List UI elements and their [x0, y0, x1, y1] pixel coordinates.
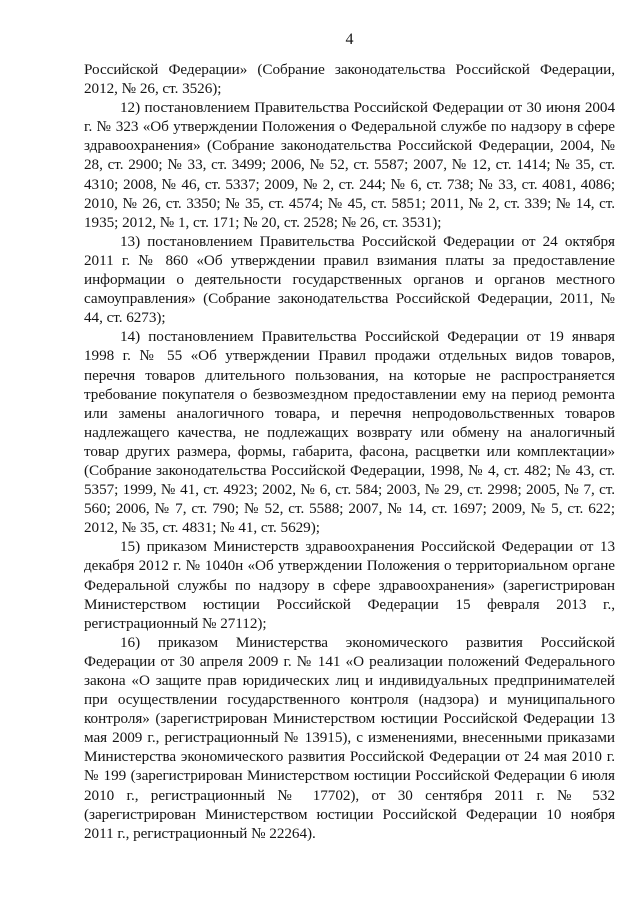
paragraph-item-15: 15) приказом Министерств здравоохранения Российской Федерации от 13 декабря 2012 г. № 1040н «Об утверждении Положения о территориальном органе Федеральной службы по надзору в сфере здравоохранения» (зарегистрирован Министерством юстиции Российской Федерации 15 февраля 2013 г., регистрационный № 27112); — [84, 538, 615, 632]
page-number: 4 — [345, 31, 354, 48]
paragraph-item-12: 12) постановлением Правительства Российской Федерации от 30 июня 2004 г. № 323 «Об утверждении Положения о Федеральной службе по надзору в сфере здравоохранения» (Собрание законодательства Российской Федерации, 2004, № 28, ст. 2900; № 33, ст. 3499; 2006, № 52, ст. 5587; 2007, № 12, ст. 1414; № 35, ст. 4310; 2008, № 46, ст. 5337; 2009, № 2, ст. 244; № 6, ст. 738; № 33, ст. 4081, 4086; 2010, № 26, ст. 3350; № 35, ст. 4574; № 45, ст. 5851; 2011, № 2, ст. 339; № 14, ст. 1935; 2012, № 1, ст. 171; № 20, ст. 2528; № 26, ст. 3531); — [84, 99, 615, 231]
paragraph-continuation: Российской Федерации» (Собрание законодательства Российской Федерации, 2012, № 26, ст. 3526); — [84, 61, 615, 98]
paragraph-item-13: 13) постановлением Правительства Российской Федерации от 24 октября 2011 г. № 860 «Об утверждении правил взимания платы за предоставление информации о деятельности государственных органов и органов местного самоуправления» (Собрание законодательства Российской Федерации, 2011, № 44, ст. 6273); — [84, 232, 615, 327]
document-page — [84, 30, 615, 843]
paragraph-item-16: 16) приказом Министерства экономического развития Российской Федерации от 30 апреля 2009 г. № 141 «О реализации положений Федерального закона «О защите прав юридических лиц и индивидуальных предпринимателей при осуществлении государственного контроля (надзора) и муниципального контроля» (зарегистрирован Министерством юстиции Российской Федерации 13 мая 2009 г., регистрационный № 13915), с изменениями, внесенными приказами Министерства экономического развития Российской Федерации от 24 мая 2010 г. № 199 (зарегистрирован Министерством юстиции Российской Федерации 6 июля 2010 г., регистрационный № 17702), от 30 сентября 2011 г. № 532 (зарегистрирован Министерством юстиции Российской Федерации 10 ноября 2011 г., регистрационный № 22264). — [84, 633, 615, 842]
paragraph-item-14: 14) постановлением Правительства Российской Федерации от 19 января 1998 г. № 55 «Об утверждении Правил продажи отдельных видов товаров, перечня товаров длительного пользования, на которые не распространяется требование покупателя о безвозмездном предоставлении ему на период ремонта или замены аналогичного товара, и перечня непродовольственных товаров надлежащего качества, не подлежащих возврату или обмену на аналогичный товар других размера, формы, габарита, фасона, расцветки или комплектации» (Собрание законодательства Российской Федерации, 1998, № 4, ст. 482; № 43, ст. 5357; 1999, № 41, ст. 4923; 2002, № 6, ст. 584; 2003, № 29, ст. 2998; 2005, № 7, ст. 560; 2006, № 7, ст. 790; № 52, ст. 5588; 2007, № 14, ст. 1697; 2009, № 5, ст. 622; 2012, № 35, ст. 4831; № 41, ст. 5629); — [84, 328, 615, 537]
